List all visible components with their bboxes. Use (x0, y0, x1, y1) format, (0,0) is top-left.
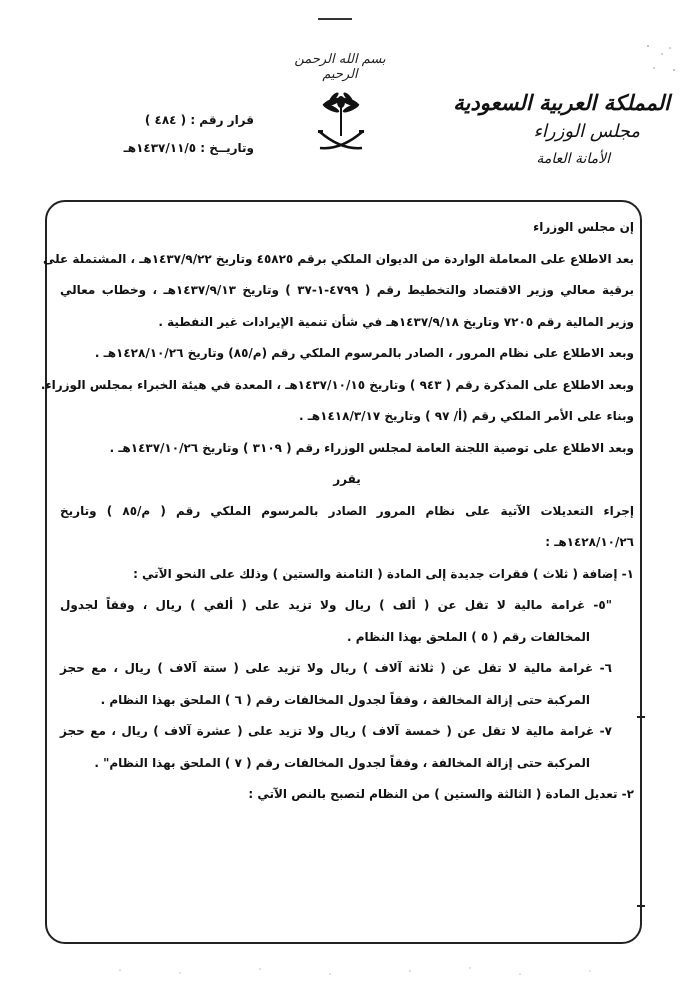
basmala: بسم الله الرحمن الرحيم (294, 52, 386, 82)
decision-info (84, 106, 254, 162)
body-line: وزير المالية رقم ٧٢٠٥ وتاريخ ١٤٣٧/٩/١٨هـ في شأن تنمية الإيرادات غير النفطية . (158, 314, 634, 329)
decision-number: قرار رقم : ( ٤٨٤ ) (144, 113, 254, 127)
paragraph-5: "٥- غرامة مالية لا تقل عن ( ألف ) ريال ولا تزيد على ( ألفي ) ريال ، وفقاً لجدول (60, 598, 612, 612)
kingdom-name: المملكة العربية السعودية (453, 90, 670, 115)
item-2: ٢- تعديل المادة ( الثالثة والستين ) من النظام لتصبح بالنص الآتي : (248, 787, 634, 801)
secretariat-name: الأمانة العامة (536, 151, 610, 167)
body-line: برقية معالي وزير الاقتصاد والتخطيط رقم ( ٤٧٩٩-١-٣٧ ) وتاريخ ١٤٣٧/٩/١٣هـ ، وخطاب معالي (60, 283, 634, 297)
letterhead (430, 88, 670, 172)
paragraph-6: ٦- غرامة مالية لا تقل عن ( ثلاثة آلاف ) ريال ولا تزيد على ( ستة آلاف ) ريال ، مع حجز (60, 661, 612, 675)
body-line: وبعد الاطلاع على المذكرة رقم ( ٩٤٣ ) وتاريخ ١٤٣٧/١٠/١٥هـ ، المعدة في هيئة الخبراء بمجلس الوزراء. (40, 377, 634, 392)
paragraph-7: ٧- غرامة مالية لا تقل عن ( خمسة آلاف ) ريال ولا تزيد على ( عشرة آلاف ) ريال ، مع حجز (60, 724, 612, 738)
frame-tick (637, 716, 645, 718)
top-rule (318, 18, 352, 20)
frame-tick (637, 905, 645, 907)
body-line: وبعد الاطلاع على نظام المرور ، الصادر بالمرسوم الملكي رقم (م/٨٥) وتاريخ ١٤٢٨/١٠/٢٦هـ . (94, 346, 634, 360)
palm-swords-emblem-icon (316, 92, 366, 156)
scan-noise (0, 962, 700, 982)
decision-date: وتاريــخ : ١٤٣٧/١١/٥هـ (123, 141, 254, 155)
paragraph-5-cont: المخالفات رقم ( ٥ ) الملحق بهذا النظام . (347, 629, 590, 644)
council-name: مجلس الوزراء (533, 121, 640, 142)
decision-body (40, 212, 634, 811)
scan-noise (640, 40, 680, 80)
body-line: وبناء على الأمر الملكي رقم (أ/ ٩٧ ) وتاريخ ١٤١٨/٣/١٧هـ . (298, 409, 634, 423)
body-line: بعد الاطلاع على المعاملة الواردة من الديوان الملكي برقم ٤٥٨٢٥ وتاريخ ١٤٣٧/٩/٢٢هـ ، المشتملة على (42, 251, 634, 266)
paragraph-6-cont: المركبة حتى إزالة المخالفة ، وفقاً لجدول المخالفات رقم ( ٦ ) الملحق بهذا النظام . (100, 692, 590, 707)
resolves-heading: يقرر (333, 472, 361, 486)
body-line: ١٤٢٨/١٠/٢٦هـ : (545, 535, 634, 549)
item-1: ١- إضافة ( ثلاث ) فقرات جديدة إلى المادة ( الثامنة والستين ) وذلك على النحو الآتي : (133, 566, 634, 581)
body-line: إجراء التعديلات الآتية على نظام المرور الصادر بالمرسوم الملكي رقم ( م/٨٥ ) وتاريخ (60, 503, 634, 518)
body-line: وبعد الاطلاع على توصية اللجنة العامة لمجلس الوزراء رقم ( ٣١٠٩ ) وتاريخ ١٤٣٧/١٠/٢٦هـ . (109, 440, 634, 455)
opening-line: إن مجلس الوزراء (533, 220, 634, 234)
paragraph-7-cont: المركبة حتى إزالة المخالفة ، وفقاً لجدول المخالفات رقم ( ٧ ) الملحق بهذا النظام" . (94, 755, 590, 770)
